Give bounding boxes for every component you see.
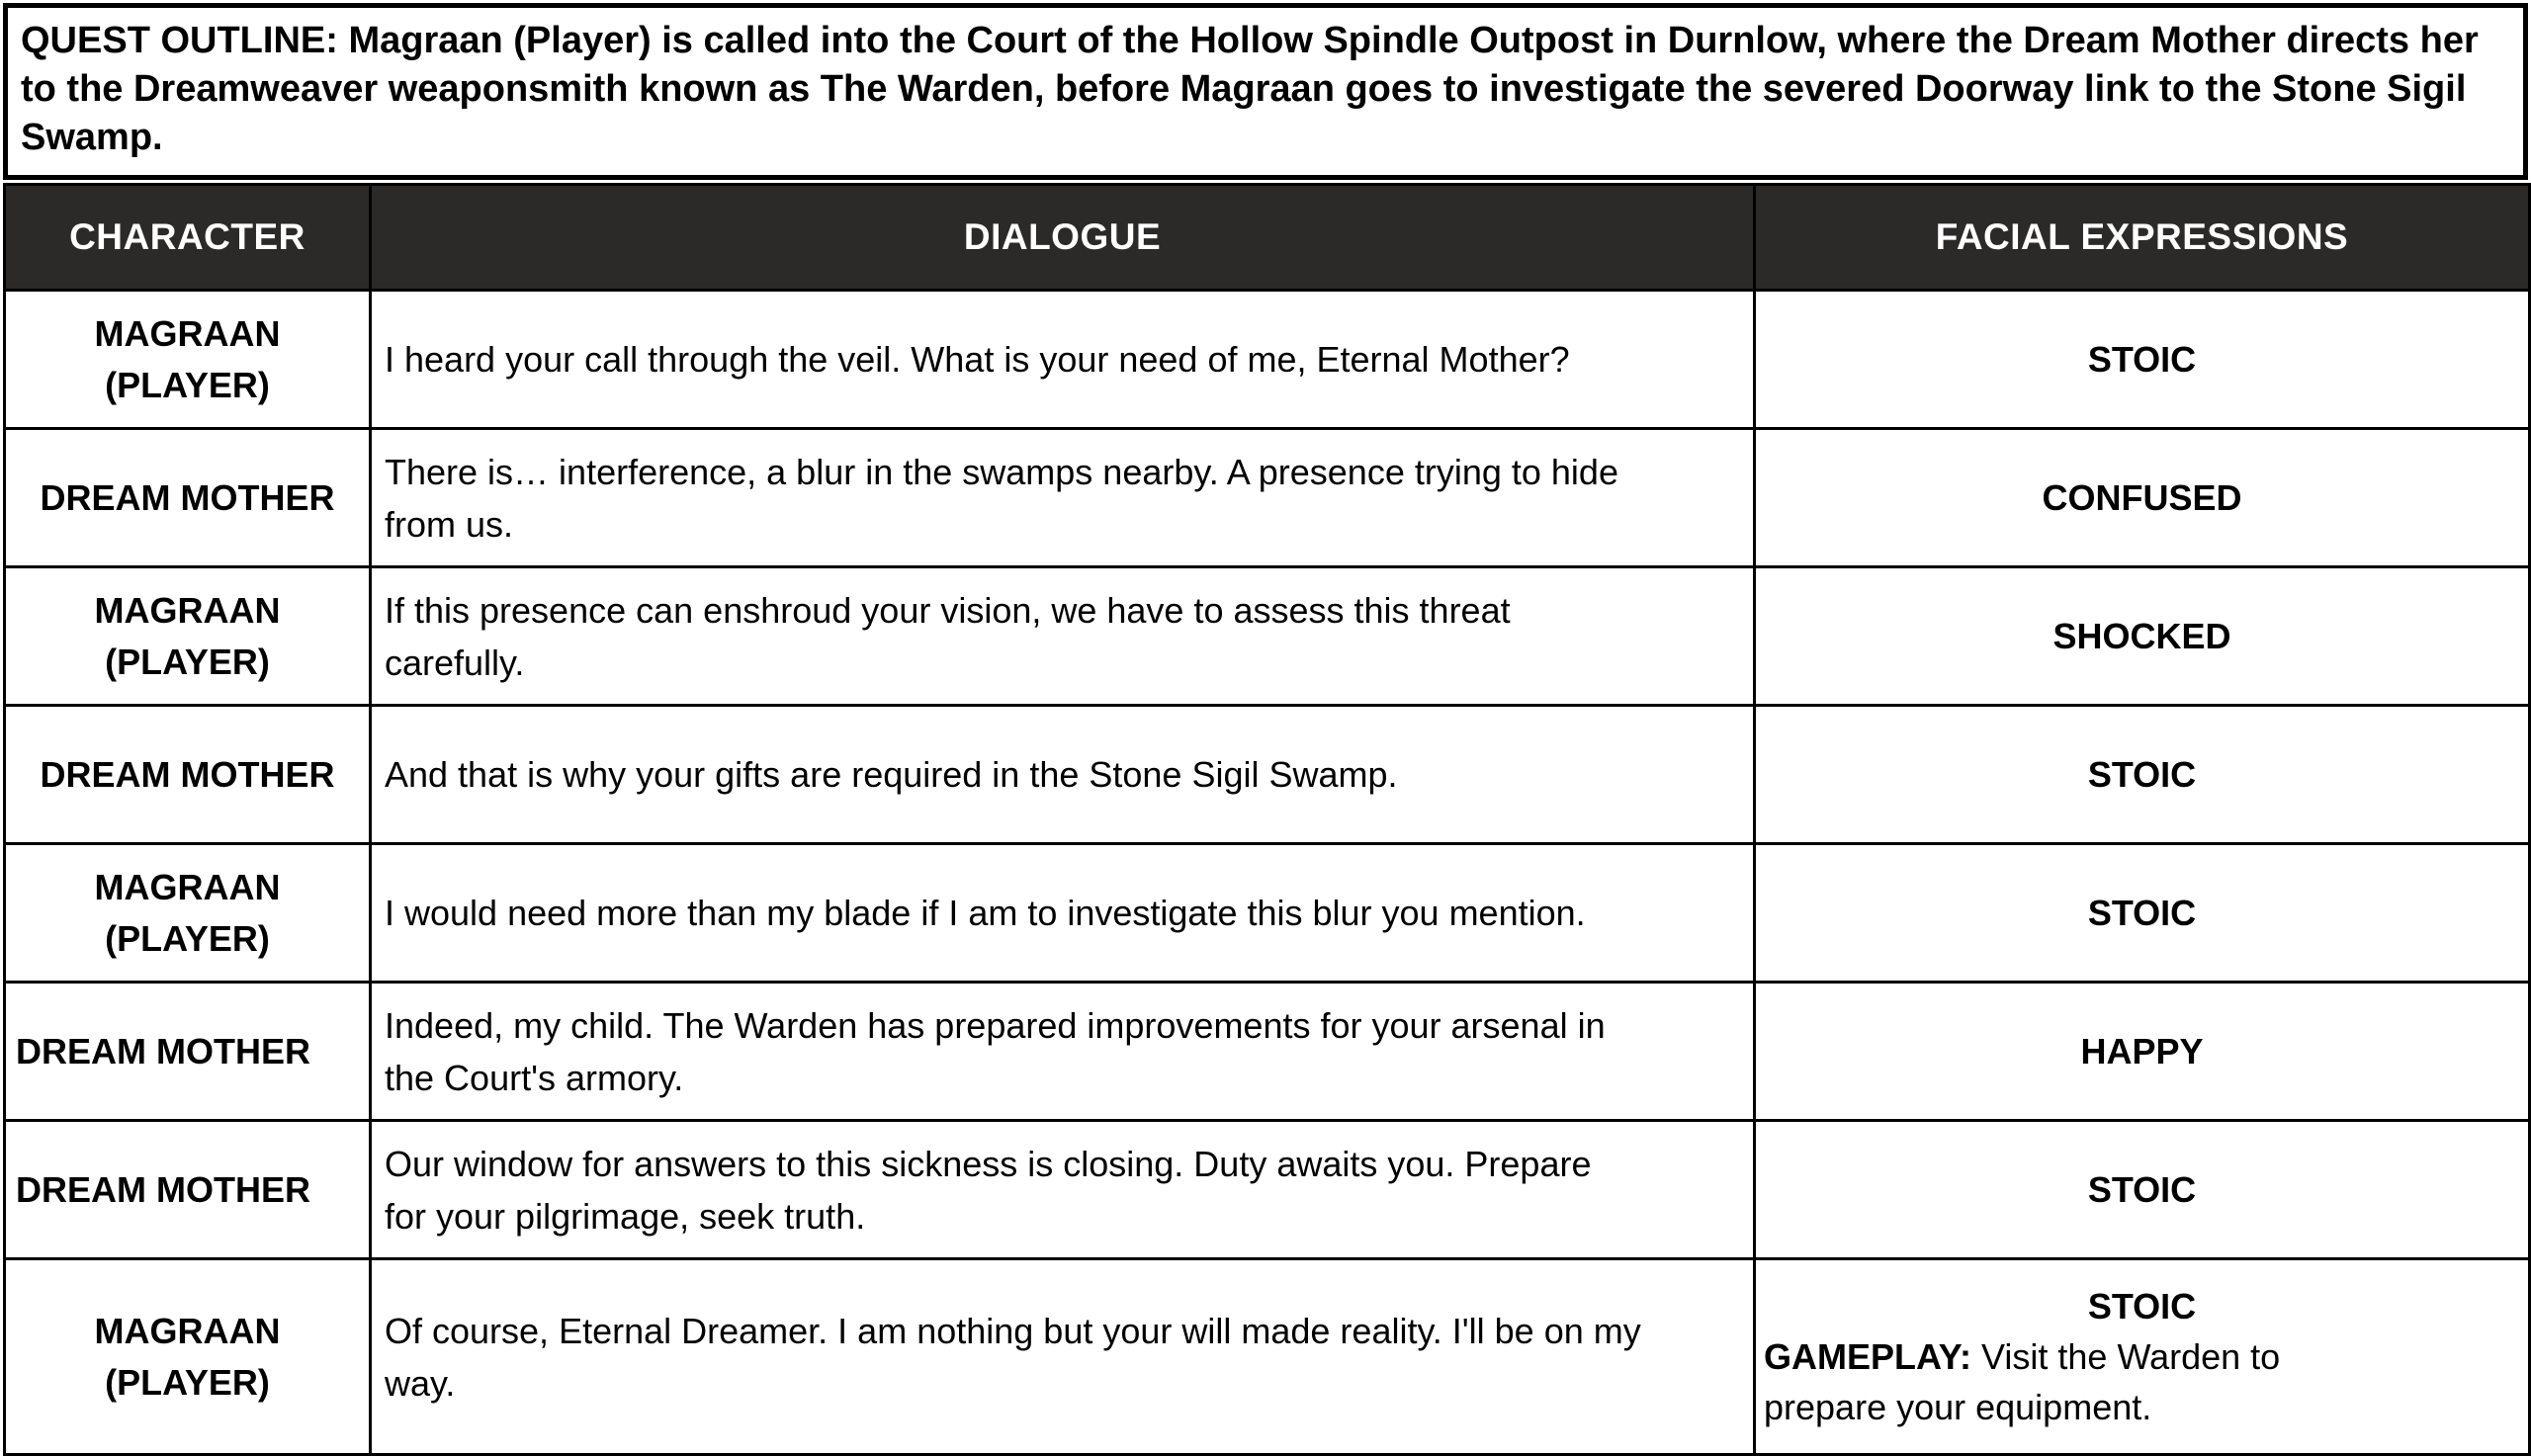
table-row — [5, 844, 2530, 983]
character-cell: DREAM MOTHER — [5, 706, 371, 844]
expression-cell — [1755, 1121, 2530, 1259]
dialogue-cell: Of course, Eternal Dreamer. I am nothing but your will made reality. I'll be on my way. — [371, 1259, 1755, 1455]
character-cell: DREAM MOTHER — [5, 429, 371, 567]
dialogue-cell: If this presence can enshroud your vision, we have to assess this threat carefully. — [371, 567, 1755, 706]
expression-cell — [1755, 291, 2530, 429]
gameplay-note — [1764, 1331, 2411, 1432]
character-cell: DREAM MOTHER — [5, 983, 371, 1121]
expression-label: SHOCKED — [2052, 615, 2231, 656]
dialogue-cell: Our window for answers to this sickness is closing. Duty awaits you. Prepare for your pilgrimage, seek truth. — [371, 1121, 1755, 1259]
expression-cell — [1755, 844, 2530, 983]
table-row — [5, 1121, 2530, 1259]
table-row — [5, 706, 2530, 844]
expression-cell — [1755, 567, 2530, 706]
expression-cell — [1755, 706, 2530, 844]
table-row — [5, 1259, 2530, 1455]
dialogue-cell: I would need more than my blade if I am to investigate this blur you mention. — [371, 844, 1755, 983]
expression-label: HAPPY — [2080, 1030, 2204, 1071]
expression-label: STOIC — [2087, 892, 2197, 933]
expression-label: STOIC — [2087, 1168, 2197, 1210]
expression-cell — [1755, 983, 2530, 1121]
dialogue-cell: And that is why your gifts are required in the Stone Sigil Swamp. — [371, 706, 1755, 844]
column-header-character: CHARACTER — [5, 185, 371, 291]
column-header-facial-expressions: FACIAL EXPRESSIONS — [1755, 185, 2530, 291]
quest-outline-box — [3, 3, 2528, 180]
gameplay-label: GAMEPLAY: — [1764, 1335, 1972, 1377]
dialogue-cell: There is… interference, a blur in the swamps nearby. A presence trying to hide from us. — [371, 429, 1755, 567]
character-cell: DREAM MOTHER — [5, 1121, 371, 1259]
table-row — [5, 291, 2530, 429]
expression-label: STOIC — [2087, 1285, 2197, 1327]
dialogue-cell: Indeed, my child. The Warden has prepared improvements for your arsenal in the Court's armory. — [371, 983, 1755, 1121]
expression-label: CONFUSED — [2042, 476, 2242, 518]
table-header-row — [5, 185, 2530, 291]
expression-cell — [1755, 1259, 2530, 1455]
character-cell: MAGRAAN (PLAYER) — [5, 1259, 371, 1455]
table-row — [5, 567, 2530, 706]
expression-label: STOIC — [2087, 753, 2197, 795]
dialogue-table — [3, 183, 2531, 1456]
table-row — [5, 983, 2530, 1121]
gameplay-text: Visit the Warden to prepare your equipment. — [1764, 1335, 2281, 1427]
character-cell: MAGRAAN (PLAYER) — [5, 844, 371, 983]
character-cell: MAGRAAN (PLAYER) — [5, 567, 371, 706]
quest-outline-text: QUEST OUTLINE: Magraan (Player) is called into the Court of the Hollow Spindle Outpost in Durnlow, where the Dream Mother directs her to the Dreamweaver weaponsmith known as The Warden, before Magraan goes to investigate the severed Doorway link to the Stone Sigil Swamp. — [21, 20, 2479, 158]
column-header-dialogue: DIALOGUE — [371, 185, 1755, 291]
expression-cell — [1755, 429, 2530, 567]
expression-label: STOIC — [2087, 338, 2197, 380]
table-row — [5, 429, 2530, 567]
character-cell: MAGRAAN (PLAYER) — [5, 291, 371, 429]
dialogue-cell: I heard your call through the veil. What is your need of me, Eternal Mother? — [371, 291, 1755, 429]
